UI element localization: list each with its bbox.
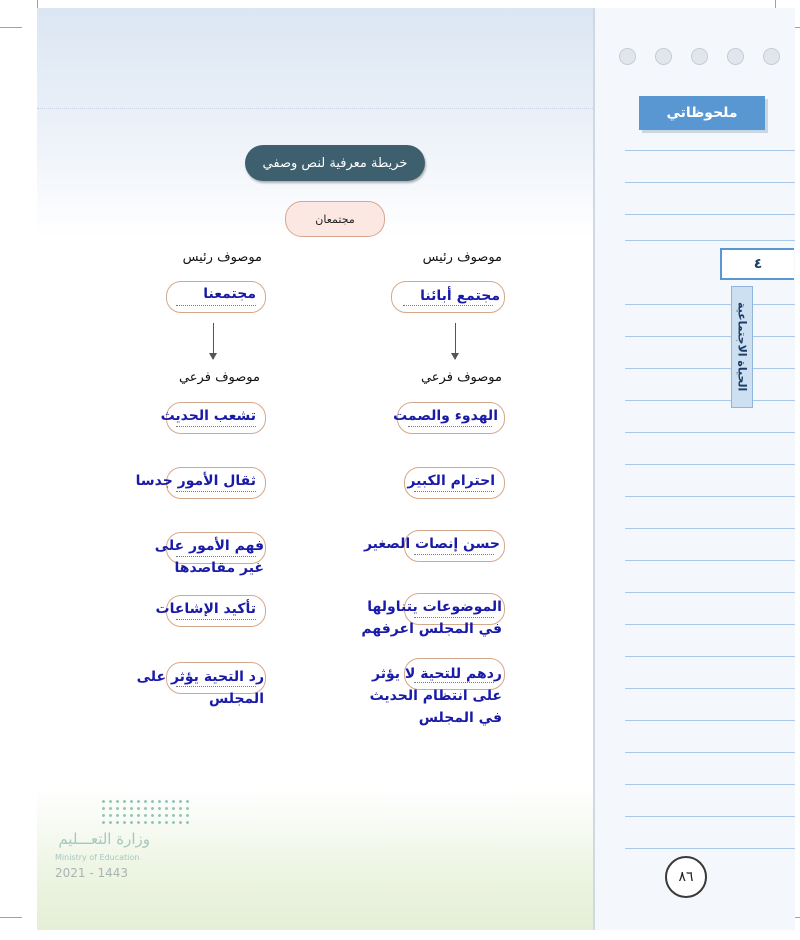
- left-main-label: موصوف رئيس: [182, 250, 262, 265]
- left-answer-2: ثقال الأمور جدسا: [135, 473, 256, 489]
- note-line: [625, 560, 795, 561]
- logo-year: 2021 - 1443: [55, 866, 129, 880]
- left-main-answer: مجتمعنا: [203, 286, 256, 302]
- right-answer-3: حسن إنصات الصغير: [363, 536, 500, 552]
- right-arrow-icon: [455, 323, 456, 359]
- left-arrow-icon: [213, 323, 214, 359]
- header-divider: [37, 108, 593, 110]
- map-topic: مجتمعان: [285, 201, 385, 237]
- note-line: [625, 592, 795, 593]
- left-answer-3: فهم الأمور على غير مقاصدها: [154, 538, 264, 576]
- right-answer-2: احترام الكبير: [407, 473, 495, 489]
- note-line: [625, 464, 795, 465]
- ministry-logo: [55, 798, 190, 888]
- note-line: [625, 496, 795, 497]
- left-answer-5: رد التحية يؤثر على المجلس: [136, 669, 264, 707]
- left-sub-label: موصوف فرعي: [178, 370, 260, 385]
- note-line: [625, 816, 795, 817]
- crop-mark: [0, 917, 22, 918]
- unit-number: ٤: [720, 248, 794, 280]
- note-line: [625, 368, 795, 369]
- note-line: [625, 656, 795, 657]
- note-line: [625, 336, 795, 337]
- right-answer-1: الهدوء والصمت: [393, 408, 498, 424]
- unit-title: الحياة الاجتماعية: [731, 286, 753, 408]
- binder-ring-icon: [619, 48, 636, 65]
- page-number: ٨٦: [665, 856, 707, 898]
- note-line: [625, 784, 795, 785]
- right-answer-5: ردهم للتحية لا يؤثر على انتظام الحديث في المجلس: [369, 666, 502, 726]
- note-line: [625, 150, 795, 151]
- logo-arabic: وزارة التعـــليم: [58, 830, 150, 848]
- note-line: [625, 752, 795, 753]
- binder-ring-icon: [655, 48, 672, 65]
- right-main-label: موصوف رئيس: [422, 250, 502, 265]
- note-line: [625, 720, 795, 721]
- binder-ring-icon: [763, 48, 780, 65]
- logo-dots-icon: [100, 798, 190, 828]
- right-sub-label: موصوف فرعي: [420, 370, 502, 385]
- note-line: [625, 400, 795, 401]
- left-answer-4: تأكيد الإشاعات: [155, 601, 256, 617]
- crop-mark: [0, 27, 22, 28]
- note-line: [625, 240, 795, 241]
- binder-ring-icon: [691, 48, 708, 65]
- note-line: [625, 304, 795, 305]
- note-line: [625, 624, 795, 625]
- notes-tab: ملحوظاتي: [639, 96, 765, 130]
- answer-line: [176, 305, 256, 307]
- logo-english: Ministry of Education: [55, 853, 140, 862]
- note-line: [625, 848, 795, 849]
- notes-panel: [593, 8, 795, 930]
- right-main-answer: مجتمع أبائنا: [420, 288, 500, 304]
- right-answer-4: الموضوعات يتناولها في المجلس اعرفهم: [361, 599, 502, 637]
- note-line: [625, 214, 795, 215]
- left-answer-1: تشعب الحديث: [160, 408, 256, 424]
- note-line: [625, 182, 795, 183]
- binder-ring-icon: [727, 48, 744, 65]
- note-line: [625, 688, 795, 689]
- note-line: [625, 528, 795, 529]
- map-title: خريطة معرفية لنص وصفي: [245, 145, 425, 181]
- note-line: [625, 432, 795, 433]
